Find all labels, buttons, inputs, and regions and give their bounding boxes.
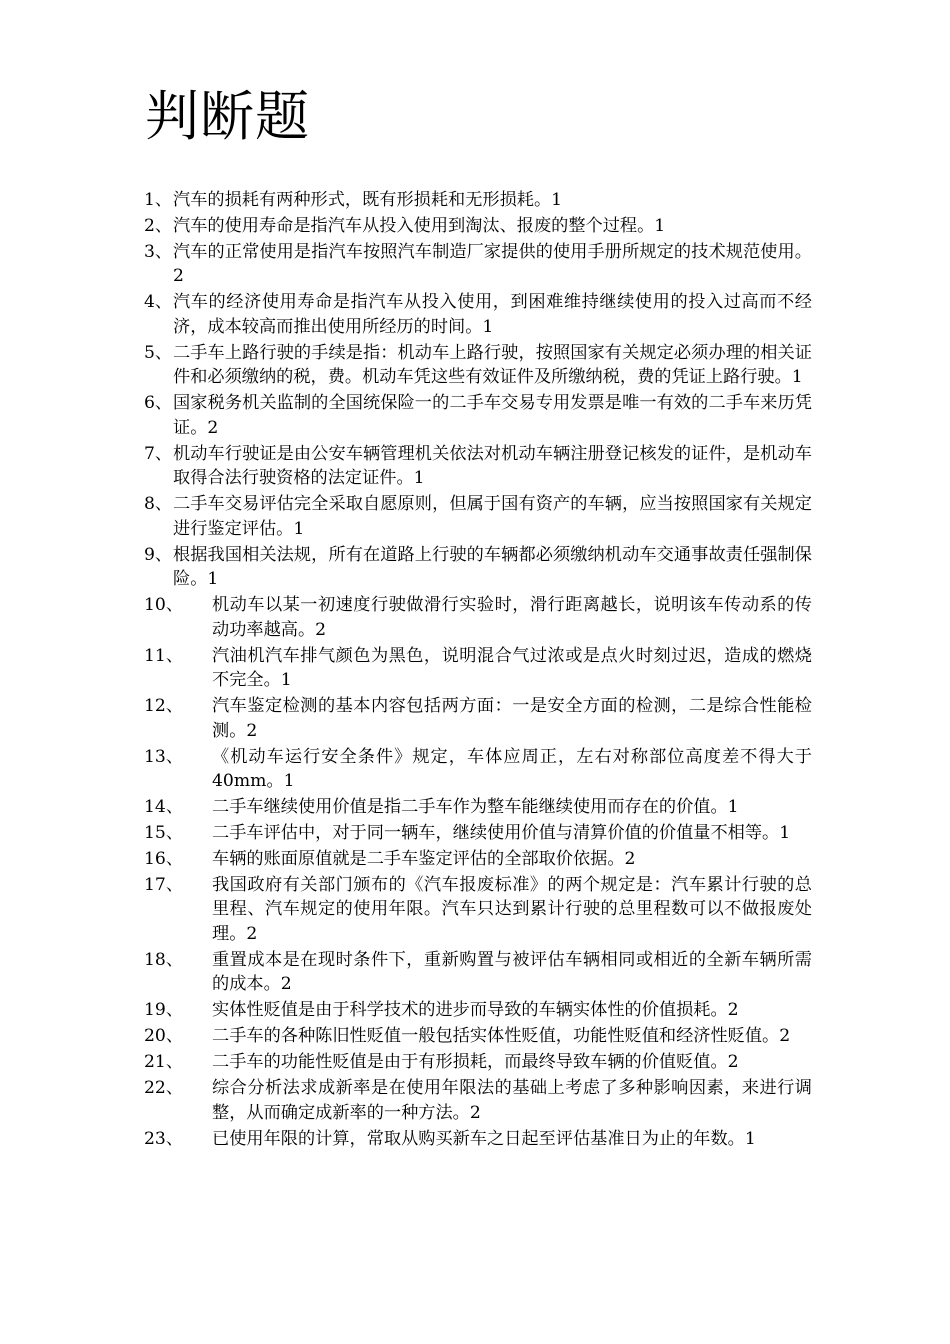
question-item bbox=[144, 442, 812, 491]
question-text: 重置成本是在现时条件下，重新购置与被评估车辆相同或相近的全新车辆所需的成本。2 bbox=[212, 949, 812, 995]
question-item bbox=[144, 1127, 812, 1152]
question-text: 汽车的损耗有两种形式，既有形损耗和无形损耗。1 bbox=[173, 190, 563, 210]
question-item bbox=[144, 1050, 812, 1075]
question-text: 机动车以某一初速度行驶做滑行实验时，滑行距离越长，说明该车传动系的传动功率越高。2 bbox=[212, 595, 812, 640]
question-text: 汽车的经济使用寿命是指汽车从投入使用，到困难维持继续使用的投入过高而不经济，成本较高而推出使用所经历的时间。1 bbox=[173, 292, 812, 337]
question-number: 8、 bbox=[144, 494, 173, 515]
question-text: 二手车交易评估完全采取自愿原则，但属于国有资产的车辆，应当按照国家有关规定进行鉴定评估。1 bbox=[173, 494, 812, 539]
question-text: 实体性贬值是由于科学技术的进步而导致的车辆实体性的价值损耗。2 bbox=[212, 1000, 739, 1021]
question-number: 7、 bbox=[144, 443, 173, 464]
question-item bbox=[144, 873, 812, 947]
question-text: 汽车鉴定检测的基本内容包括两方面：一是安全方面的检测，二是综合性能检测。2 bbox=[212, 696, 812, 741]
question-text: 汽油机汽车排气颜色为黑色，说明混合气过浓或是点火时刻过迟，造成的燃烧不完全。1 bbox=[212, 645, 812, 691]
question-item bbox=[144, 593, 812, 642]
question-text: 二手车继续使用价值是指二手车作为整车能继续使用而存在的价值。1 bbox=[212, 797, 739, 818]
question-item bbox=[144, 745, 812, 794]
question-text: 二手车的功能性贬值是由于有形损耗，而最终导致车辆的价值贬值。2 bbox=[212, 1052, 739, 1073]
question-text: 车辆的账面原值就是二手车鉴定评估的全部取价依据。2 bbox=[212, 848, 636, 869]
question-text: 已使用年限的计算，常取从购买新车之日起至评估基准日为止的年数。1 bbox=[212, 1128, 756, 1149]
question-number: 5、 bbox=[144, 342, 173, 363]
question-text: 二手车上路行驶的手续是指：机动车上路行驶，按照国家有关规定必须办理的相关证件和必须缴纳的税，费。机动车凭这些有效证件及所缴纳税，费的凭证上路行驶。1 bbox=[173, 342, 812, 388]
question-number: 6、 bbox=[144, 393, 173, 414]
question-text: 汽车的正常使用是指汽车按照汽车制造厂家提供的使用手册所规定的技术规范使用。2 bbox=[173, 241, 812, 287]
question-text: 根据我国相关法规，所有在道路上行驶的车辆都必须缴纳机动车交通事故责任强制保险。1 bbox=[173, 544, 812, 590]
question-item bbox=[144, 240, 812, 289]
question-number: 21、 bbox=[144, 1052, 184, 1073]
question-text: 《机动车运行安全条件》规定，车体应周正，左右对称部位高度差不得大于 40mm。1 bbox=[212, 746, 812, 792]
question-number: 22、 bbox=[144, 1078, 184, 1099]
question-item bbox=[144, 290, 812, 339]
question-number: 16、 bbox=[144, 848, 184, 869]
question-number: 12、 bbox=[144, 696, 184, 717]
question-item bbox=[144, 694, 812, 743]
question-number: 23、 bbox=[144, 1128, 184, 1149]
question-item bbox=[144, 1076, 812, 1125]
question-number: 10、 bbox=[144, 595, 184, 616]
question-item bbox=[144, 188, 812, 213]
question-item bbox=[144, 492, 812, 541]
question-item bbox=[144, 391, 812, 440]
question-number: 18、 bbox=[144, 949, 184, 970]
question-item bbox=[144, 644, 812, 693]
question-item bbox=[144, 341, 812, 390]
question-number: 17、 bbox=[144, 874, 184, 895]
question-item bbox=[144, 948, 812, 997]
question-item bbox=[144, 214, 812, 239]
question-list bbox=[144, 188, 812, 1152]
question-text: 机动车行驶证是由公安车辆管理机关依法对机动车辆注册登记核发的证件，是机动车取得合法行驶资格的法定证件。1 bbox=[173, 443, 812, 489]
question-number: 4、 bbox=[144, 292, 173, 313]
question-number: 19、 bbox=[144, 1000, 184, 1021]
question-text: 国家税务机关监制的全国统保险一的二手车交易专用发票是唯一有效的二手车来历凭证。2 bbox=[173, 393, 812, 438]
question-item bbox=[144, 821, 812, 846]
question-number: 14、 bbox=[144, 797, 184, 818]
question-text: 二手车的各种陈旧性贬值一般包括实体性贬值，功能性贬值和经济性贬值。2 bbox=[212, 1026, 791, 1047]
question-number: 9、 bbox=[144, 544, 173, 565]
question-item bbox=[144, 543, 812, 592]
question-item bbox=[144, 1024, 812, 1049]
question-number: 11、 bbox=[144, 645, 184, 666]
question-number: 2、 bbox=[144, 215, 173, 236]
question-number: 3、 bbox=[144, 241, 173, 262]
question-text: 汽车的使用寿命是指汽车从投入使用到淘汰、报废的整个过程。1 bbox=[173, 215, 666, 236]
question-number: 13、 bbox=[144, 746, 184, 767]
question-text: 综合分析法求成新率是在使用年限法的基础上考虑了多种影响因素，来进行调整，从而确定成新率的一种方法。2 bbox=[212, 1078, 812, 1123]
question-number: 1、 bbox=[144, 190, 173, 210]
question-item bbox=[144, 998, 812, 1023]
question-number: 15、 bbox=[144, 823, 184, 843]
question-text: 我国政府有关部门颁布的《汽车报废标准》的两个规定是：汽车累计行驶的总里程、汽车规定的使用年限。汽车只达到累计行驶的总里程数可以不做报废处理。2 bbox=[212, 874, 812, 944]
page-title: 判断题 bbox=[145, 85, 310, 148]
question-text: 二手车评估中，对于同一辆车，继续使用价值与清算价值的价值量不相等。1 bbox=[212, 823, 791, 843]
question-number: 20、 bbox=[144, 1026, 184, 1047]
question-item bbox=[144, 847, 812, 872]
question-item bbox=[144, 795, 812, 820]
